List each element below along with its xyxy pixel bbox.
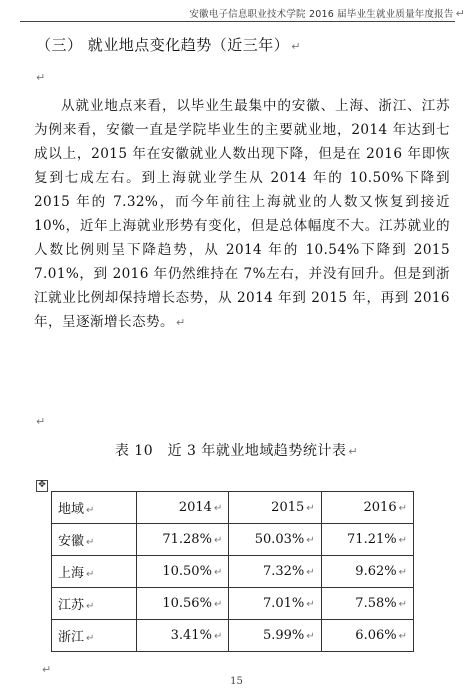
table-header-cell[interactable] (321, 492, 413, 524)
cell-text: 7.32% (262, 564, 305, 579)
cell-end-mark: ↵ (306, 567, 315, 578)
cell-end-mark: ↵ (306, 599, 315, 610)
section-title-text: （三） 就业地点变化趋势（近三年） (36, 36, 290, 54)
cell-end-mark: ↵ (398, 631, 407, 642)
cell-text: 71.21% (347, 532, 397, 547)
cell-text: 2015 (271, 500, 305, 515)
cell-end-mark: ↵ (86, 505, 95, 516)
cell-text: 上海 (58, 566, 85, 581)
paragraph-mark: ↵ (291, 40, 301, 53)
cell-text: 5.99% (262, 628, 305, 643)
cell-end-mark: ↵ (398, 503, 407, 514)
cell-text: 71.28% (162, 532, 212, 547)
cell-end-mark: ↵ (398, 567, 407, 578)
cell-end-mark: ↵ (213, 599, 223, 610)
cell-text: 江苏 (58, 598, 85, 613)
paragraph-mark: ↵ (36, 415, 46, 428)
percent-cell[interactable] (321, 524, 413, 556)
empty-paragraph[interactable] (40, 658, 51, 677)
table-header-cell[interactable] (229, 492, 321, 524)
cell-end-mark: ↵ (86, 537, 95, 548)
percent-cell[interactable] (321, 588, 413, 620)
paragraph-mark: ↵ (42, 663, 52, 676)
cell-end-mark: ↵ (86, 633, 95, 644)
percent-cell[interactable] (229, 524, 321, 556)
table-move-handle-icon[interactable]: ✥ (36, 480, 48, 492)
cell-end-mark: ↵ (213, 631, 223, 642)
percent-cell[interactable] (229, 556, 321, 588)
table-row (52, 524, 414, 556)
cell-text: 2014 (178, 500, 212, 515)
region-trend-table (51, 491, 414, 652)
cell-text: 6.06% (355, 628, 397, 643)
body-paragraph-text: 从就业地点来看，以毕业生最集中的安徽、上海、浙江、江苏为例来看，安徽一直是学院毕业生的主要就业地，2014 年达到七成以上，2015 年在安徽就业人数出现下降，但是在 2016 年即恢复到七成左右。到上海就业学生从 2014 年的 10.50%下降到 2015 年的 7.32%，而今年前往上海就业的人数又恢复到接近 10%，近年上海就业形势有变化，但是总体幅度不大。江苏就业的人数比例则呈下降趋势，从 2014 年的 10.54%下降到 2015 7.01%，到 2016 年仍然维持在 7%左右，并没有回升。但是到浙江就业比例却保持增长态势，从 2014 年到 2015 年，再到 2016 年，呈逐渐增长态势。 (34, 98, 450, 330)
table-caption-text: 表 10 近 3 年就业地域趋势统计表 (114, 443, 347, 459)
cell-end-mark: ↵ (306, 535, 315, 546)
percent-cell[interactable] (137, 556, 229, 588)
cell-text: 7.58% (355, 596, 397, 611)
table-row (52, 620, 414, 652)
percent-cell[interactable] (137, 588, 229, 620)
table-header-row (52, 492, 414, 524)
table-caption[interactable] (0, 440, 473, 460)
percent-cell[interactable] (321, 620, 413, 652)
paragraph-mark: ↵ (455, 7, 465, 20)
cell-text: 3.41% (170, 628, 212, 643)
cell-end-mark: ↵ (398, 599, 407, 610)
percent-cell[interactable] (321, 556, 413, 588)
cell-text: 浙江 (58, 630, 85, 645)
page-header (0, 6, 473, 20)
empty-paragraph[interactable] (34, 66, 45, 85)
cell-text: 10.56% (162, 596, 212, 611)
percent-cell[interactable] (137, 524, 229, 556)
paragraph-mark: ↵ (36, 71, 46, 84)
percent-cell[interactable] (137, 620, 229, 652)
region-cell[interactable] (52, 620, 137, 652)
cell-end-mark: ↵ (306, 503, 315, 514)
cell-end-mark: ↵ (213, 503, 223, 514)
header-divider (20, 21, 455, 22)
empty-paragraph[interactable] (34, 410, 45, 429)
cell-end-mark: ↵ (86, 601, 95, 612)
cell-text: 9.62% (355, 564, 397, 579)
region-cell[interactable] (52, 524, 137, 556)
page-number: 15 (230, 676, 243, 687)
cell-text: 7.01% (262, 596, 305, 611)
section-heading[interactable] (36, 34, 301, 55)
cell-text: 安徽 (58, 534, 85, 549)
cell-end-mark: ↵ (213, 567, 223, 578)
cell-text: 2016 (363, 500, 397, 515)
cell-end-mark: ↵ (306, 631, 315, 642)
table-row (52, 556, 414, 588)
region-cell[interactable] (52, 588, 137, 620)
percent-cell[interactable] (229, 588, 321, 620)
region-cell[interactable] (52, 556, 137, 588)
paragraph-mark: ↵ (348, 445, 359, 458)
table-header-cell[interactable] (52, 492, 137, 524)
paragraph-mark: ↵ (175, 316, 186, 329)
percent-cell[interactable] (229, 620, 321, 652)
cell-end-mark: ↵ (86, 569, 95, 580)
cell-text: 地域 (58, 502, 85, 517)
cell-text: 50.03% (254, 532, 305, 547)
body-paragraph[interactable] (34, 94, 450, 335)
cell-end-mark: ↵ (398, 535, 407, 546)
table-row (52, 588, 414, 620)
cell-text: 10.50% (162, 564, 212, 579)
page-header-text: 安徽电子信息职业技术学院 2016 届毕业生就业质量年度报告 (189, 9, 454, 20)
cell-end-mark: ↵ (213, 535, 223, 546)
table-header-cell[interactable] (137, 492, 229, 524)
